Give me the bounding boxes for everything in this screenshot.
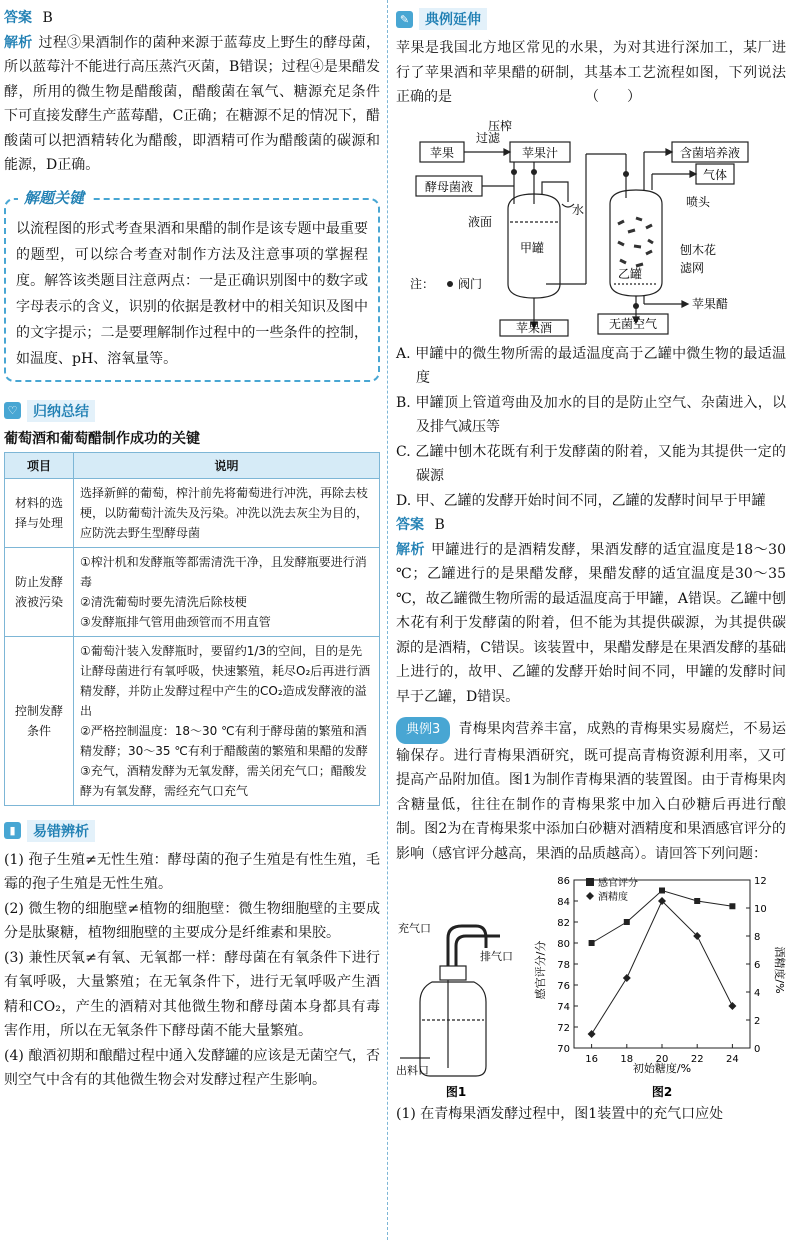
analysis-label: 解析 (4, 34, 33, 51)
key-box-text: 以流程图的形式考查果酒和果醋的制作是该专题中最重要的题型，可以综合考查对制作方法及注意事项的掌握程度。解答该类题目注意两点：一是正确识别图中的数字或字母表示的含义，识别的依据是教材中的相关知识及图中的文字提示；二是要理解制作过程中的一些条件的控制，如温度、pH、溶氧量等。 (16, 220, 368, 367)
legend-series-1: 感官评分 (598, 878, 638, 889)
pencil-icon: ✎ (396, 11, 413, 28)
table-header-desc: 说明 (74, 452, 380, 478)
y-tick-label: 82 (557, 918, 570, 929)
option-b: B. 甲罐顶上管道弯曲及加水的目的是防止空气、杂菌进入，以及排气减压等 (396, 394, 786, 435)
table-cell-item: 控制发酵条件 (5, 636, 74, 805)
heart-icon: ♡ (4, 402, 21, 419)
label-sterile-air: 无菌空气 (608, 316, 658, 331)
error-item: (4) 酿酒初期和酿醋过程中通入发酵罐的应该是无菌空气，否则空气中含有的其他微生物会对发酵过程产生影响。 (4, 1047, 380, 1088)
chart-ylabel: 感官评分/分 (534, 940, 547, 1000)
table-row (5, 547, 380, 636)
error-item: (1) 孢子生殖≠无性生殖：酵母菌的孢子生殖是有性生殖，毛霉的孢子生殖是无性生殖。 (4, 851, 380, 892)
label-vinegar: 苹果醋 (692, 296, 729, 311)
question-text: 苹果是我国北方地区常见的水果，为对其进行深加工，某厂进行了苹果酒和苹果醋的研制，其基本工艺流程如图，下列说法正确的是 （ ） (396, 40, 786, 105)
chart-xlabel: 初始糖度/% (632, 1062, 692, 1075)
table-header-row (5, 452, 380, 478)
label-filter-net: 滤网 (680, 260, 705, 275)
x-tick-label: 24 (726, 1054, 739, 1065)
fig1-exhaust-label: 排气口 (480, 950, 513, 963)
error-item: (3) 兼性厌氧≠有氧、无氧都一样：酵母菌在有氧条件下进行有氧呼吸，大量繁殖；在无氧条件下，进行无氧呼吸产生酒精和CO₂，产生的酒精对其他微生物和酵母菌本身都具有毒害作用，所以在无氧条件下酵母菌不能大量繁殖。 (4, 949, 380, 1039)
answer-label: 答案 (4, 10, 32, 26)
analysis-paragraph (4, 31, 380, 178)
label-water: 水 (572, 202, 585, 217)
option-d: D. 甲、乙罐的发酵开始时间不同，乙罐的发酵时间早于甲罐 (396, 492, 766, 509)
y-tick-label: 84 (557, 897, 570, 908)
summary-table (4, 452, 380, 806)
x-tick-label: 20 (655, 1054, 669, 1065)
y-right-tick-label: 4 (754, 988, 761, 999)
column-separator (387, 0, 388, 1240)
y-right-tick-label: 8 (754, 932, 761, 943)
label-yeast: 酵母菌液 (424, 179, 474, 194)
label-tank-a: 甲罐 (520, 240, 545, 255)
label-note: 注： (410, 276, 435, 291)
analysis-paragraph-2 (396, 538, 786, 710)
answer-value: B (42, 10, 53, 26)
answer-value-2: B (434, 517, 445, 533)
summary-label: 归纳总结 (27, 400, 95, 422)
label-press: 压榨 (488, 118, 513, 133)
answer-line (4, 6, 380, 31)
summary-header (4, 400, 380, 422)
extension-label: 典例延伸 (419, 8, 487, 30)
chart-ylabel-right: 酒精度/% (773, 946, 786, 994)
label-shavings: 刨木花 (680, 242, 717, 257)
analysis-text: 过程③果酒制作的菌种来源于蓝莓皮上野生的酵母菌，所以蓝莓汁不能进行高压蒸汽灭菌，B错误；过程④是果醋发酵，所用的微生物是醋酸菌，醋酸菌在氧气、糖源充足条件下可直接发酵生产蓝莓醋，C正确；在糖源不足的情况下，醋酸菌可以把酒精转化为醋酸，即酒精可作为醋酸菌的碳源和能源，D正确。 (4, 34, 381, 173)
figure-1 (396, 898, 526, 1098)
label-nozzle: 喷头 (686, 194, 711, 209)
y-tick-label: 80 (557, 939, 570, 950)
data-point-score (624, 919, 630, 925)
label-surface: 液面 (468, 214, 493, 229)
label-juice: 苹果汁 (521, 145, 559, 160)
question-1-text: (1) 在青梅果酒发酵过程中，图1装置中的充气口应处 (396, 1106, 724, 1122)
extension-header (396, 8, 786, 30)
fig1-inlet-label: 充气口 (398, 922, 431, 935)
y-right-tick-label: 0 (754, 1044, 761, 1055)
table-row (5, 478, 380, 547)
example-text: 青梅果肉营养丰富，成熟的青梅果实易腐烂，不易运输保存。进行青梅果酒研究，既可提高青梅资源利用率，又可提高产品附加值。图1为制作青梅果酒的装置图。由于青梅果肉含糖量低，往往在制作的青梅果浆中加入白砂糖后再进行酿制。图2为在青梅果浆中添加白砂糖对酒精度和果酒感官评分的影响（感官评分越高，果酒的品质越高）。请回答下列问题： (396, 721, 786, 862)
fig1-caption: 图1 (445, 1085, 467, 1099)
label-medium: 含菌培养液 (679, 145, 741, 160)
analysis-label-2: 解析 (396, 541, 425, 558)
table-cell-desc: 选择新鲜的葡萄，榨汁前先将葡萄进行冲洗，再除去枝梗，以防葡萄汁流失及污染。冲洗以洗去灰尘为目的，应防洗去野生型酵母菌 (74, 478, 380, 547)
example-paragraph (396, 717, 786, 866)
table-cell-item: 材料的选择与处理 (5, 478, 74, 547)
errors-header (4, 820, 380, 842)
error-item: (2) 微生物的细胞壁≠植物的细胞壁：微生物细胞壁的主要成分是肽聚糖，植物细胞壁的主要成分是纤维素和果胶。 (4, 900, 380, 941)
y-right-tick-label: 10 (754, 904, 767, 915)
errors-label: 易错辨析 (27, 820, 95, 842)
y-tick-label: 74 (557, 1002, 570, 1013)
key-box (4, 188, 380, 382)
y-tick-label: 70 (557, 1044, 570, 1055)
book-icon: ▮ (4, 822, 21, 839)
data-point-score (729, 903, 735, 909)
answer-label-2: 答案 (396, 517, 424, 533)
fig2-caption: 图2 (651, 1085, 673, 1099)
data-point-alcohol (588, 1030, 596, 1038)
y-right-tick-label: 12 (754, 876, 767, 887)
data-point-score (589, 940, 595, 946)
series-line-2 (592, 901, 733, 1034)
legend-square-marker (586, 878, 594, 886)
label-apple: 苹果 (429, 145, 455, 160)
label-wine: 苹果酒 (515, 320, 553, 335)
table-cell-desc: ①榨汁机和发酵瓶等都需清洗干净，且发酵瓶要进行消毒 ②清洗葡萄时要先清洗后除枝梗 ③发酵瓶排气管用曲颈管而不用直管 (74, 547, 380, 636)
y-tick-label: 78 (557, 960, 570, 971)
label-tank-b: 乙罐 (618, 266, 643, 281)
right-column (396, 0, 786, 1127)
table-header-item: 项目 (5, 452, 74, 478)
x-tick-label: 16 (585, 1054, 598, 1065)
figure-2-chart (532, 872, 784, 1100)
label-gas: 气体 (702, 167, 728, 182)
figures-row (396, 872, 786, 1100)
y-tick-label: 86 (557, 876, 570, 887)
table-cell-item: 防止发酵液被污染 (5, 547, 74, 636)
legend-series-2: 酒精度 (598, 892, 628, 903)
left-column (4, 0, 380, 1093)
key-box-title: 解题关键 (18, 187, 90, 208)
x-tick-label: 18 (620, 1054, 634, 1065)
data-point-score (659, 888, 665, 894)
label-filter: 过滤 (476, 130, 501, 145)
y-tick-label: 72 (557, 1023, 570, 1034)
data-point-score (694, 898, 700, 904)
y-right-tick-label: 6 (754, 960, 761, 971)
answer-line-2 (396, 513, 786, 538)
table-row (5, 636, 380, 805)
y-right-tick-label: 2 (754, 1016, 761, 1027)
label-valve: 阀门 (458, 276, 483, 291)
summary-title: 葡萄酒和葡萄醋制作成功的关键 (4, 430, 200, 447)
table-cell-desc: ①葡萄汁装入发酵瓶时，要留约1/3的空间，目的是先让酵母菌进行有氧呼吸，快速繁殖，耗尽O₂后再进行酒精发酵，并防止发酵过程中产生的CO₂造成发酵液的溢出 ②严格控制温度：18～30 ℃有利于酵母菌的繁殖和酒精发酵；30～35 ℃有利于醋酸菌的繁殖和果醋的发酵 ③充气，酒精发酵为无氧发酵，需关闭充气口；醋酸发酵为有氧发酵，需经充气口充气 (74, 636, 380, 805)
option-a: A. 甲罐中的微生物所需的最适温度高于乙罐中微生物的最适温度 (396, 345, 786, 386)
y-tick-label: 76 (557, 981, 570, 992)
data-point-alcohol (623, 974, 631, 982)
option-c: C. 乙罐中刨木花既有利于发酵菌的附着，又能为其提供一定的碳源 (396, 443, 786, 484)
fermentation-bottle (420, 982, 486, 1076)
process-diagram (396, 114, 786, 336)
data-point-alcohol (728, 1002, 736, 1010)
legend-diamond-marker (586, 892, 594, 900)
fig1-outlet-label: 出料口 (396, 1064, 429, 1077)
analysis-text-2: 甲罐进行的是酒精发酵，果酒发酵的适宜温度是18～30 ℃；乙罐进行的是果醋发酵，果醋发酵的适宜温度是30～35 ℃，故乙罐微生物所需的最适温度高于甲罐，A错误。乙罐中刨木花有利于发酵菌的附着，但不能为其提供碳源，为其提供碳源的是酒精，C错误。该装置中，果醋发酵是在果酒发酵的基础上进行的，故甲、乙罐的发酵开始时间不同，甲罐的发酵时间早于乙罐，D错误。 (396, 541, 786, 705)
x-tick-label: 22 (690, 1054, 704, 1065)
example-badge: 典例3 (396, 717, 450, 744)
